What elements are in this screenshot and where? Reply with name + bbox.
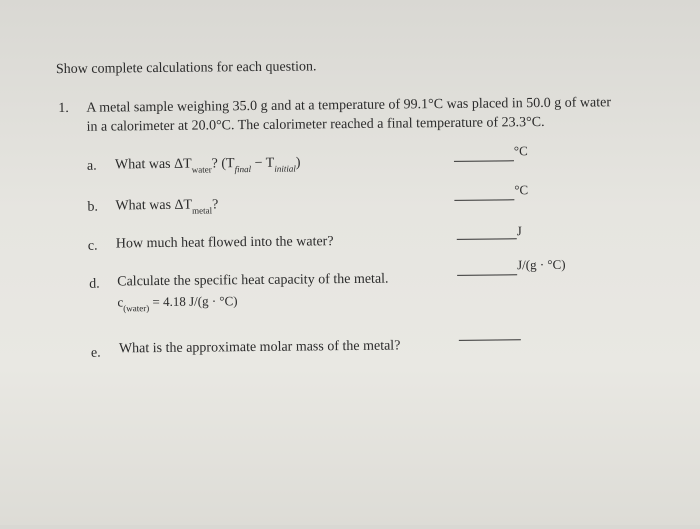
question-number: 1. <box>58 101 69 117</box>
part-d-answer <box>457 262 566 281</box>
question-text-line-1: A metal sample weighing 35.0 g and at a temperature of 99.1°C was placed in 50.0 g of water <box>86 95 611 116</box>
part-a-text: What was ΔT <box>115 157 192 173</box>
part-b-question <box>115 197 218 214</box>
part-a-minus: − T <box>251 156 274 171</box>
part-b-answer <box>454 187 528 206</box>
given-c-value: = 4.18 J/(g · °C) <box>149 293 238 309</box>
part-d-text: Calculate the specific heat capacity of the metal. <box>117 272 388 291</box>
part-c-text: How much heat flowed into the water? <box>116 234 334 252</box>
instructions: Show complete calculations for each question. <box>56 59 317 78</box>
part-c-answer-blank[interactable] <box>457 238 517 240</box>
part-a-mid: ? (T <box>212 156 235 171</box>
part-c-unit: J <box>517 223 522 238</box>
part-a-sub-final: final <box>235 164 252 174</box>
part-b-end: ? <box>212 197 218 212</box>
given-c-symbol: c <box>117 294 123 309</box>
part-e-letter: e. <box>91 346 101 362</box>
part-d-answer-blank[interactable] <box>457 274 517 276</box>
part-d-given-value <box>117 293 237 310</box>
part-a-question <box>115 156 301 174</box>
part-d-unit: J/(g · °C) <box>517 257 566 273</box>
part-e-text: What is the approximate molar mass of the metal? <box>119 338 401 357</box>
part-b-text: What was ΔT <box>115 198 192 214</box>
part-d-letter: d. <box>89 277 100 293</box>
part-c-answer <box>457 226 522 245</box>
part-b-letter: b. <box>87 200 98 216</box>
part-a-sub-water: water <box>192 164 212 174</box>
part-e-answer <box>459 327 521 346</box>
part-a-sub-initial: initial <box>274 164 296 174</box>
part-a-answer <box>454 148 528 167</box>
part-e-answer-blank[interactable] <box>459 339 521 341</box>
part-a-letter: a. <box>87 159 97 175</box>
part-a-unit: °C <box>514 143 528 158</box>
part-c-letter: c. <box>88 239 98 255</box>
given-c-sub: (water) <box>123 303 149 313</box>
question-text-line-2: in a calorimeter at 20.0°C. The calorimeter reached a final temperature of 23.3°C. <box>87 115 545 136</box>
part-b-unit: °C <box>514 182 528 197</box>
part-a-end: ) <box>296 156 301 171</box>
part-b-answer-blank[interactable] <box>454 199 514 201</box>
part-b-sub-metal: metal <box>192 205 212 215</box>
part-a-answer-blank[interactable] <box>454 160 514 162</box>
